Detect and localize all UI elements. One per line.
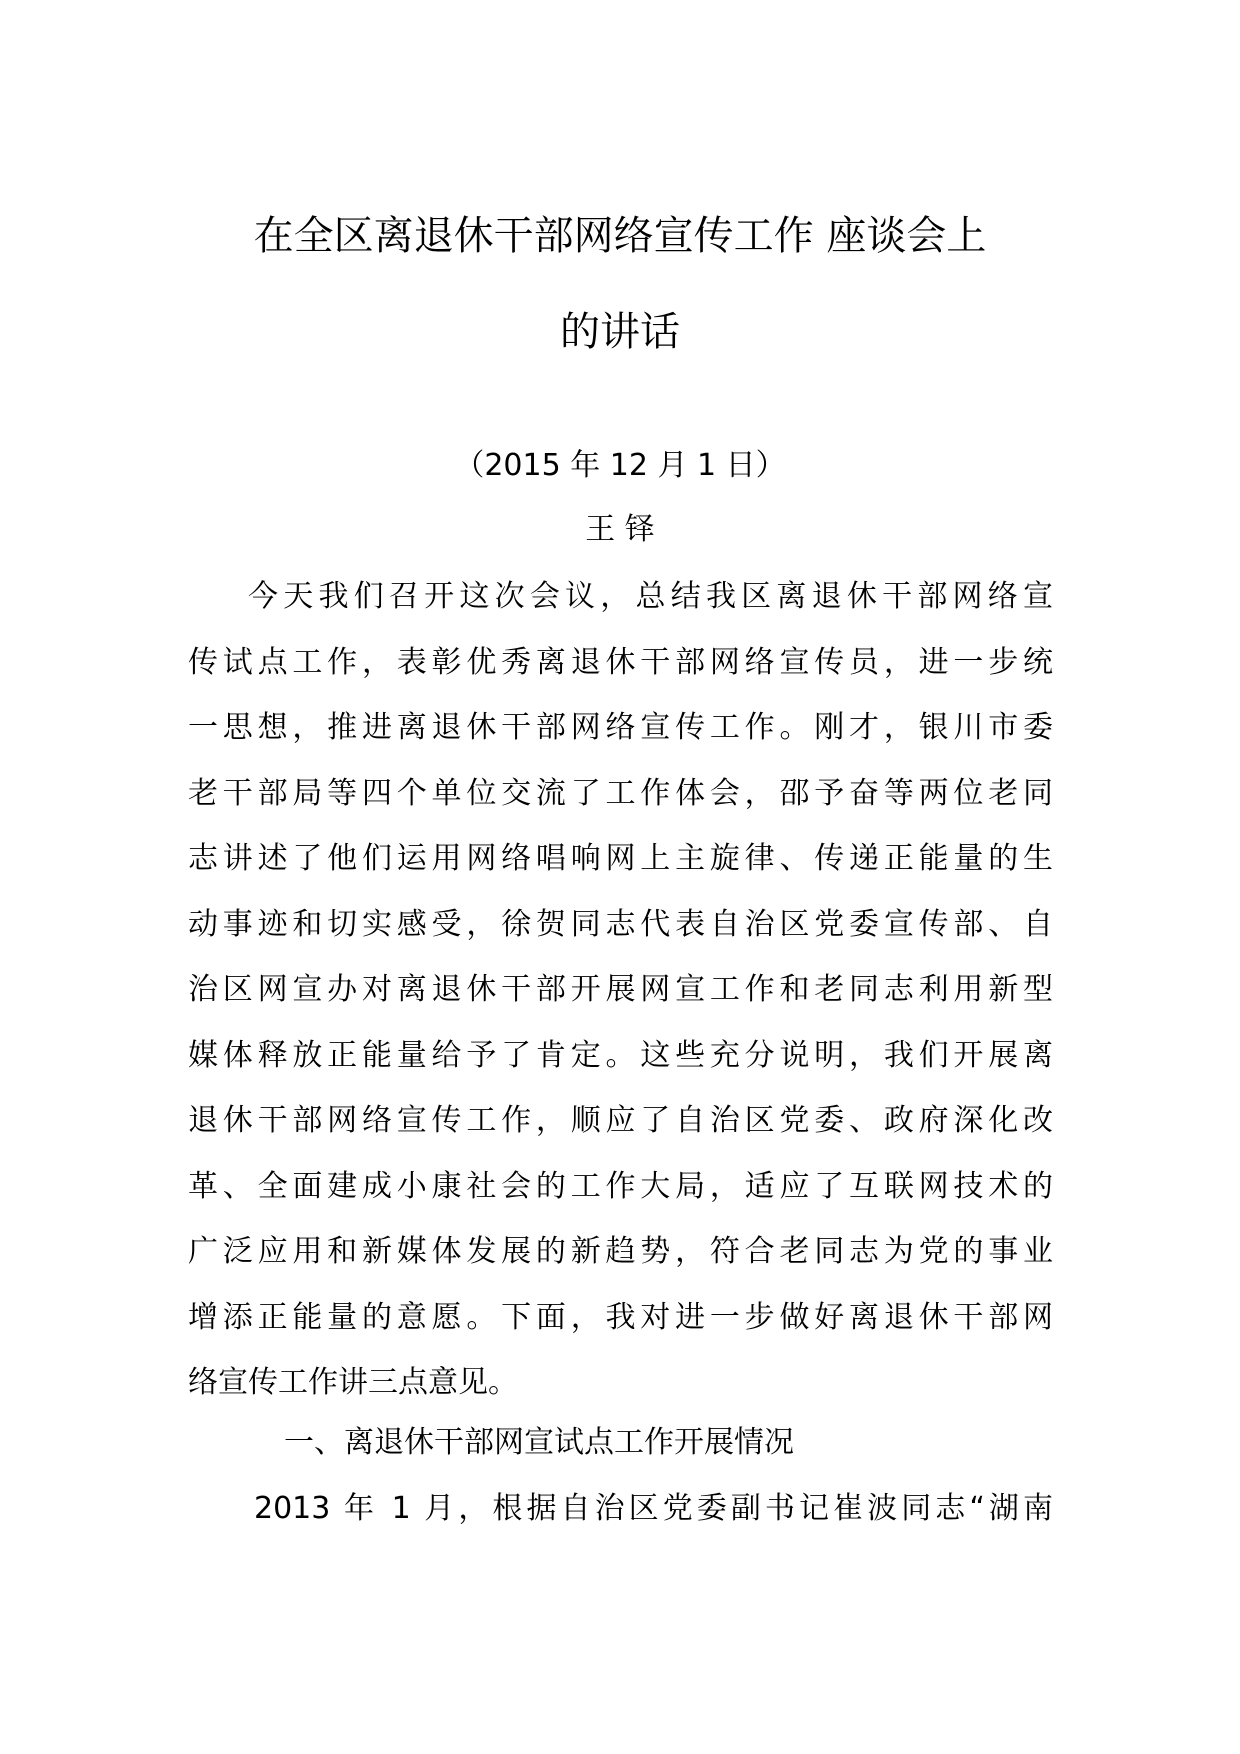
paragraph-line: 传试点工作，表彰优秀离退休干部网络宣传员，进一步统 [188, 644, 1053, 680]
body-paragraph-2 [188, 1476, 1053, 1542]
speech-date: （2015 年 12 月 1 日） [454, 448, 786, 483]
section-heading-1: 一、离退休干部网宣试点工作开展情况 [284, 1425, 794, 1460]
paragraph-line: 增添正能量的意愿。下面，我对进一步做好离退休干部网 [188, 1299, 1053, 1335]
paragraph-line: 革、全面建成小康社会的工作大局，适应了互联网技术的 [188, 1168, 1053, 1204]
paragraph-line: 广泛应用和新媒体发展的新趋势，符合老同志为党的事业 [188, 1234, 1053, 1269]
paragraph-line: 志讲述了他们运用网络唱响网上主旋律、传递正能量的生 [188, 841, 1053, 876]
paragraph-line: 2013 年 1 月，根据自治区党委副书记崔波同志“湖南 [254, 1491, 1053, 1526]
document-title-line-2: 的讲话 [560, 309, 680, 355]
paragraph-line: 今天我们召开这次会议，总结我区离退休干部网络宣 [248, 579, 1053, 614]
paragraph-line: 退休干部网络宣传工作，顺应了自治区党委、政府深化改 [188, 1103, 1053, 1138]
paragraph-line: 治区网宣办对离退休干部开展网宣工作和老同志利用新型 [188, 972, 1053, 1007]
paragraph-line: 络宣传工作讲三点意见。 [188, 1365, 518, 1400]
paragraph-line: 媒体释放正能量给予了肯定。这些充分说明，我们开展离 [188, 1037, 1053, 1073]
paragraph-line: 老干部局等四个单位交流了工作体会，邵予奋等两位老同 [188, 775, 1053, 811]
speech-author: 王 铎 [585, 512, 655, 547]
body-paragraph-1 [188, 564, 1053, 1416]
paragraph-line: 动事迹和切实感受，徐贺同志代表自治区党委宣传部、自 [188, 906, 1053, 942]
paragraph-line: 一思想，推进离退休干部网络宣传工作。刚才，银川市委 [188, 710, 1053, 745]
document-title-line-1: 在全区离退休干部网络宣传工作 座谈会上 [253, 213, 987, 259]
